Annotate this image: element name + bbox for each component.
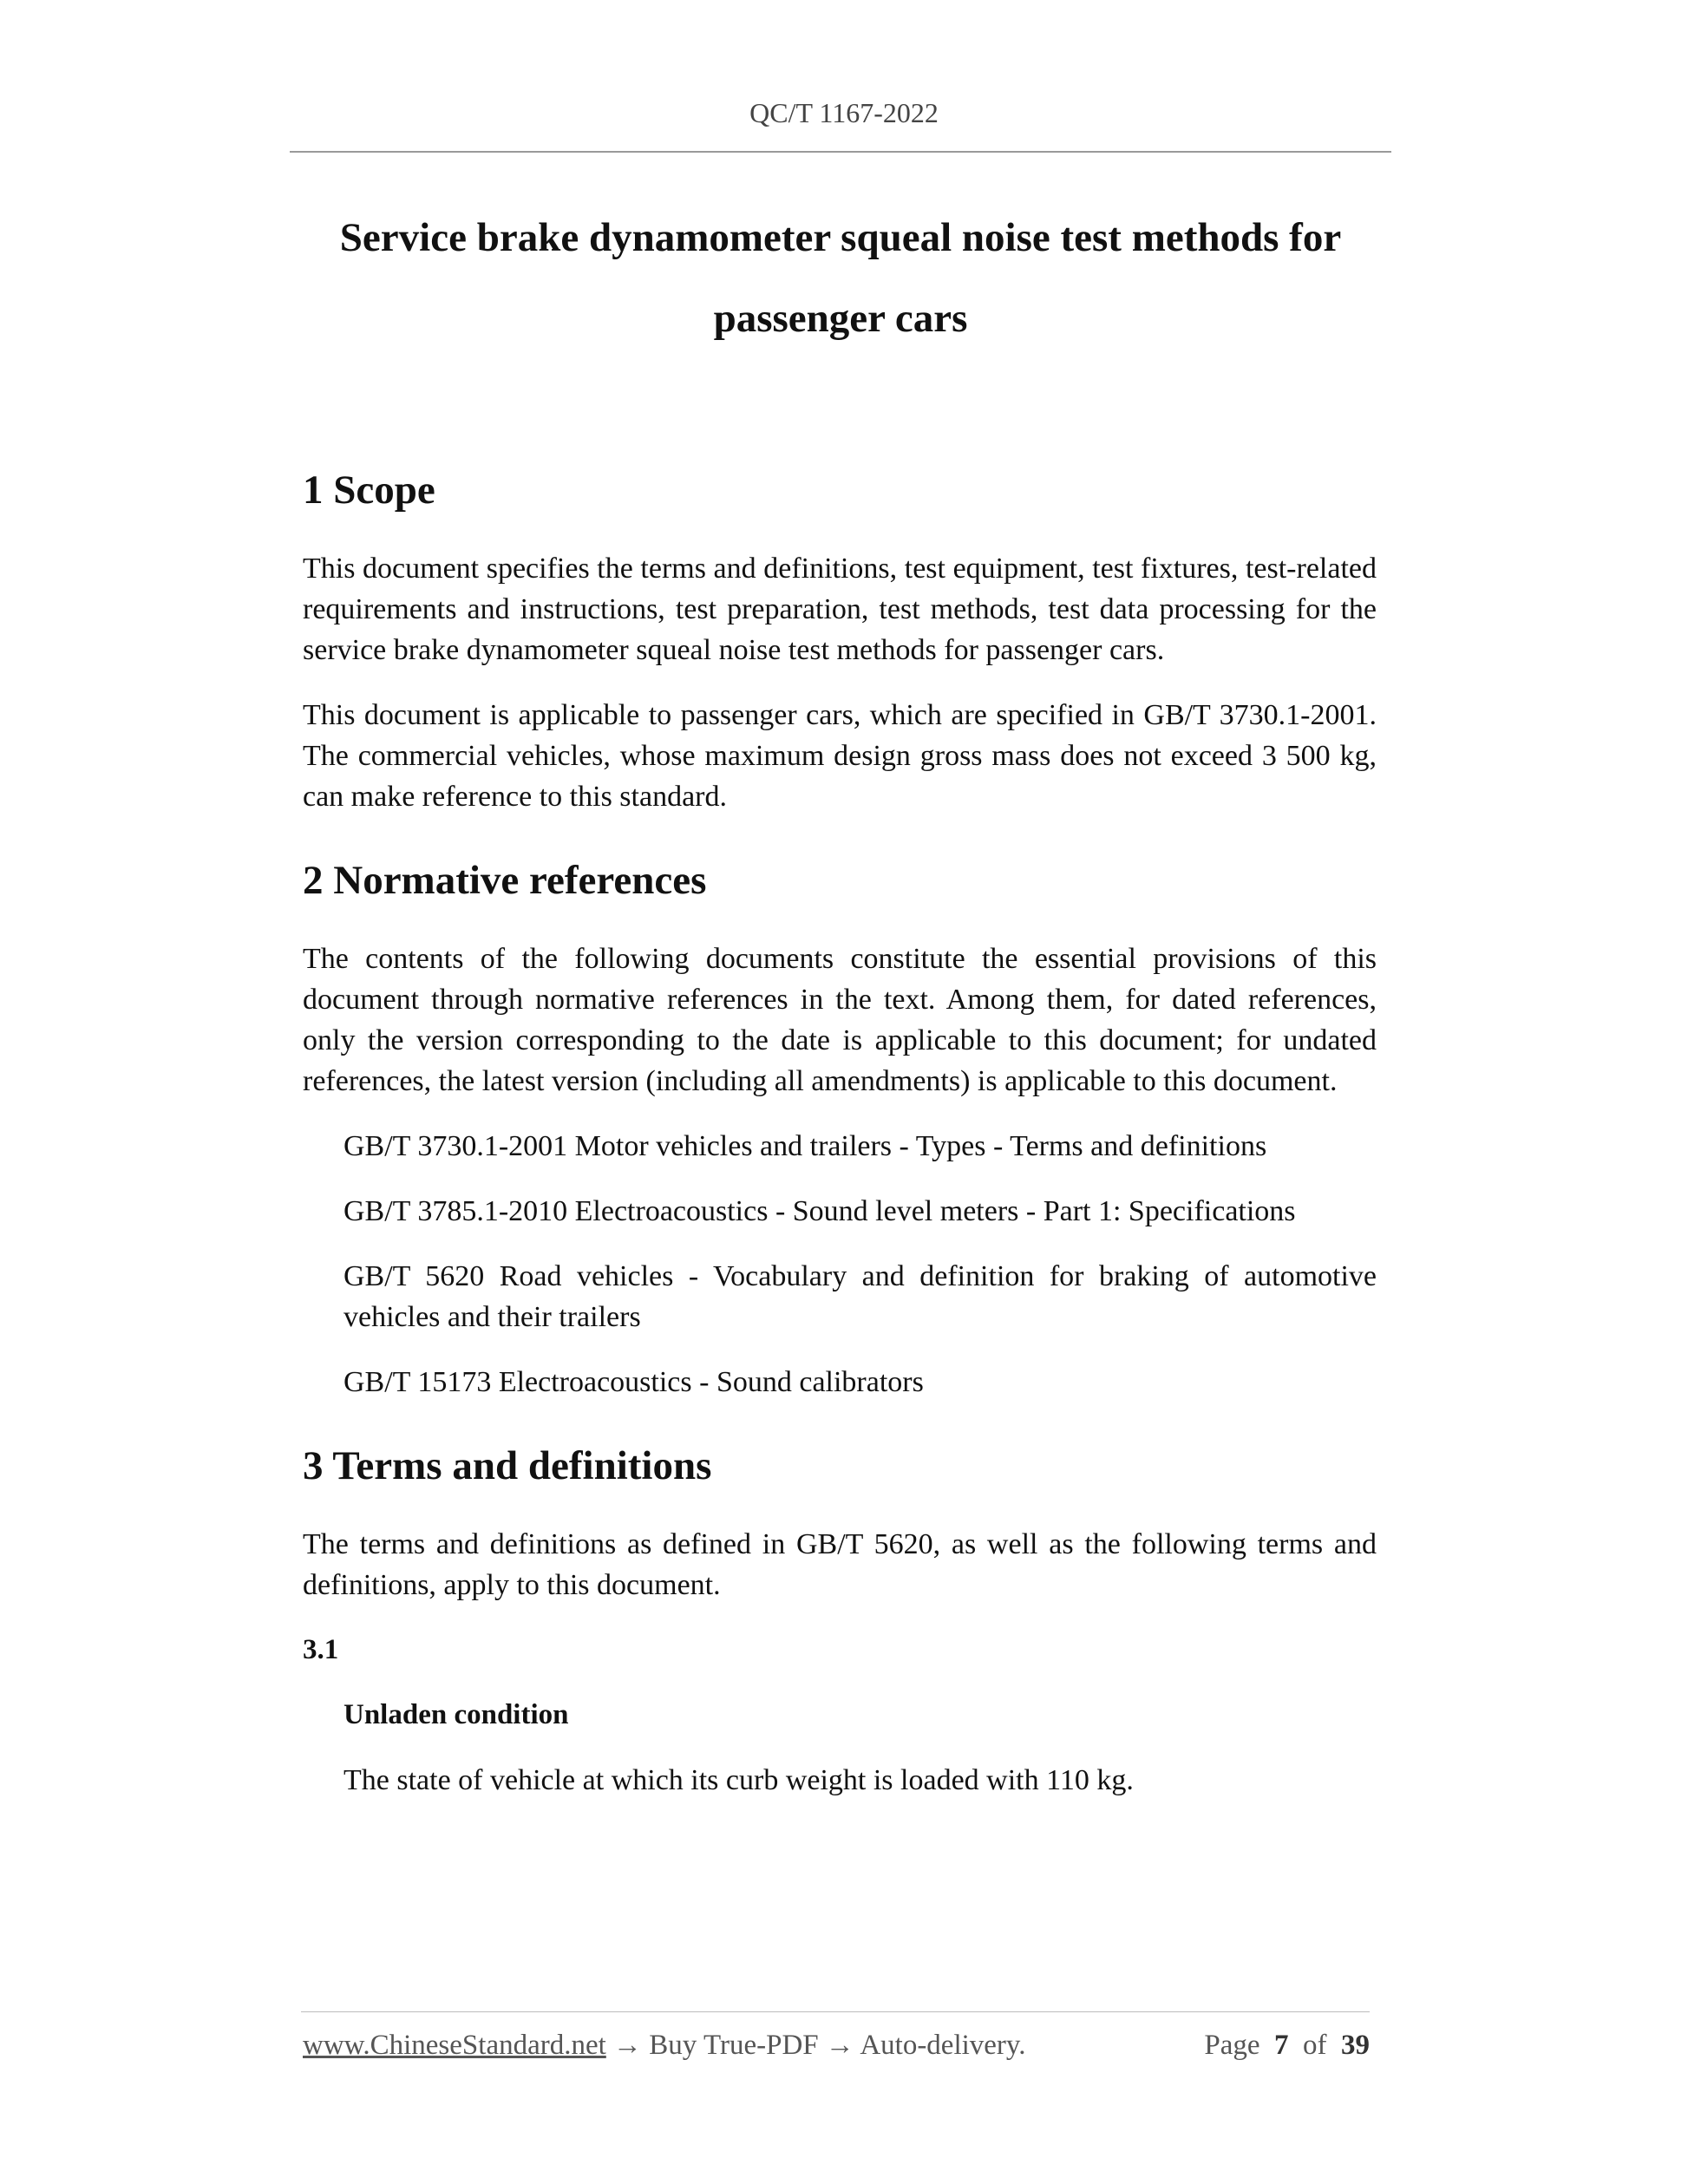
terms-intro-paragraph: The terms and definitions as defined in GB/T 5620, as well as the following terms and definitions, apply to this document. — [303, 1528, 1377, 1601]
page-label: Page — [1204, 2030, 1260, 2061]
document-body — [303, 460, 1377, 1801]
footer-buy-text: Buy True-PDF — [649, 2030, 819, 2061]
reference-item: GB/T 3730.1-2001 Motor vehicles and trailers - Types - Terms and definitions — [343, 1130, 1267, 1162]
document-title — [290, 198, 1391, 359]
title-line-1: Service brake dynamometer squeal noise test methods for — [339, 215, 1342, 260]
section-heading-normative-references: 2 Normative references — [303, 858, 707, 903]
section-heading-scope: 1 Scope — [303, 468, 435, 513]
title-line-2: passenger cars — [713, 296, 968, 341]
page-total: 39 — [1341, 2030, 1370, 2061]
header-divider — [290, 151, 1391, 153]
page-header-doc-code: QC/T 1167-2022 — [749, 97, 939, 128]
scope-paragraph-2: This document is applicable to passenger cars, which are specified in GB/T 3730.1-2001. The commercial vehicles, whose maximum design gross mass does not exceed 3 500 kg, can make reference to this standard. — [303, 699, 1377, 813]
of-label: of — [1303, 2030, 1327, 2061]
reference-item: GB/T 5620 Road vehicles - Vocabulary and definition for braking of automotive vehicles and their trailers — [343, 1260, 1377, 1333]
term-number: 3.1 — [303, 1634, 339, 1665]
footer-divider — [301, 2011, 1370, 2012]
footer-site-link[interactable]: www.ChineseStandard.net — [303, 2030, 606, 2061]
section-heading-terms-and-definitions: 3 Terms and definitions — [303, 1443, 712, 1488]
footer-promo — [303, 2030, 1026, 2062]
arrow-right-icon: → — [825, 2030, 854, 2061]
page-number — [1204, 2030, 1370, 2062]
reference-item: GB/T 15173 Electroacoustics - Sound calibrators — [343, 1366, 924, 1398]
term-definition: The state of vehicle at which its curb weight is loaded with 110 kg. — [343, 1764, 1134, 1796]
normative-intro-paragraph: The contents of the following documents constitute the essential provisions of this document through normative references in the text. Among them, for dated references, only the version corresponding to the date is applicable to this document; for undated references, the latest version (including all amendments) is applicable to this document. — [303, 943, 1377, 1097]
arrow-right-icon: → — [613, 2030, 643, 2061]
term-name: Unladen condition — [343, 1699, 569, 1730]
footer-delivery-text: Auto-delivery. — [860, 2030, 1026, 2061]
page-current: 7 — [1274, 2030, 1289, 2061]
scope-paragraph-1: This document specifies the terms and definitions, test equipment, test fixtures, test-related requirements and instructions, test preparation, test methods, test data processing for the service brake dynamometer squeal noise test methods for passenger cars. — [303, 553, 1377, 666]
reference-item: GB/T 3785.1-2010 Electroacoustics - Sound level meters - Part 1: Specifications — [343, 1195, 1296, 1227]
